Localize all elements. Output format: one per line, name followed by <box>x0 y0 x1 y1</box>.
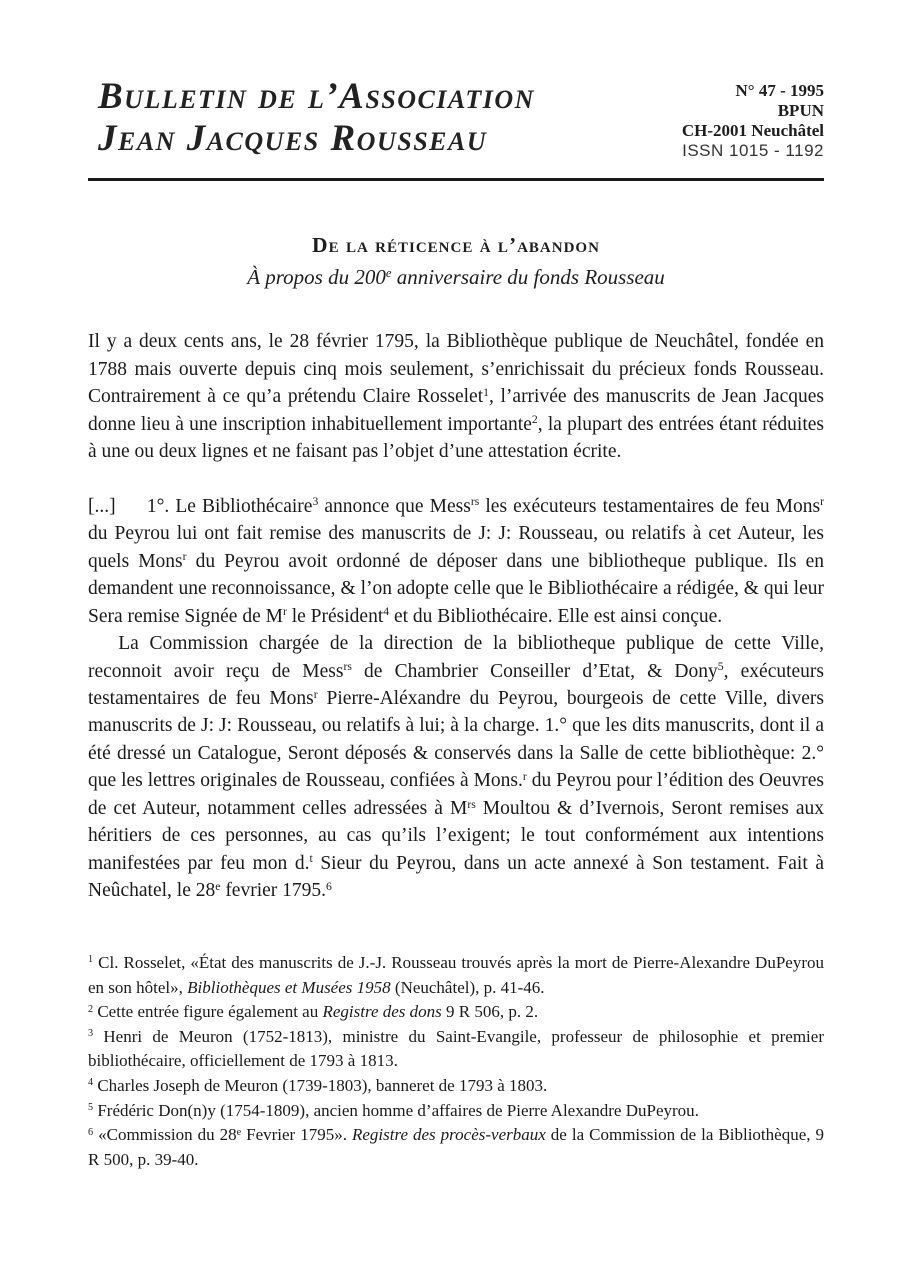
masthead <box>88 76 824 161</box>
footnote-2: $^2$ Cette entrée figure également au Registre des dons 9 R 506, p. 2. <box>88 1002 539 1022</box>
journal-title-line1: Bulletin de l’Association <box>98 76 535 117</box>
footnotes <box>88 951 824 1173</box>
issue-info-block <box>682 76 824 161</box>
publisher-address: CH-2001 Neuchâtel <box>681 121 824 141</box>
journal-title-line2: Jean Jacques Rousseau <box>98 118 488 160</box>
masthead-divider-rule <box>88 178 824 181</box>
publisher-abbreviation: BPUN <box>777 101 824 121</box>
paragraph-quote-1: [...] 1°. Le Bibliothécaire$^3$ annonce que Mess$^{rs}$ les exécuteurs testamentaires de feu Mons$^r$ du Peyrou lui ont fait remise des manuscrits de J: J: Rousseau, ou relatifs à cet Auteur, les quels Mons$^r$ du Peyrou avoit ordonné de déposer dans une bibliotheque publique. Ils en demandent une reconnoissance, & l’on adopte celle que le Bibliothécaire a rédigée, & qui leur Sera remise Signée de $M^r$ le Président$^4$ et du Bibliothécaire. Elle est ainsi conçue. <box>88 495 824 627</box>
footnote-6: $^6$ «Commission du 28e Fevrier 1795». Registre des procès-verbaux de la Commission de la Bibliothèque, 9 R 500, p. 39-40. <box>88 1125 825 1169</box>
footnote-4: $^4$ Charles Joseph de Meuron (1739-1803), banneret de 1793 à 1803. <box>88 1076 548 1096</box>
footnote-3: $^3$ Henri de Meuron (1752-1813), ministre du Saint-Evangile, professeur de philosophie et premier bibliothécaire, officiellement de 1793 à 1813. <box>88 1026 824 1071</box>
footnote-1: $^1$ Cl. Rosselet, «État des manuscrits de J.-J. Rousseau trouvés après la mort de Pierre-Alexandre DuPeyrou en son hôtel», Bibliothèques et Musées 1958 (Neuchâtel), p. 41-46. <box>88 952 824 997</box>
footnote-5: $^5$ Frédéric Don(n)y (1754-1809), ancien homme d’affaires de Pierre Alexandre DuPeyrou. <box>88 1100 699 1120</box>
issue-number: N° 47 - 1995 <box>735 81 824 100</box>
article-body <box>88 328 824 905</box>
issn-number: ISSN 1015 - 1192 <box>682 141 824 161</box>
article-subtitle: À propos du 200e anniversaire du fonds Rousseau <box>247 265 665 290</box>
journal-title <box>98 76 535 160</box>
article-header <box>88 233 824 290</box>
paragraph-quote-2: La Commission chargée de la direction de la bibliotheque publique de cette Ville, reconnoit avoir reçu de Mess$^{rs}$ de Chambrier Conseiller d’Etat, & Dony$^5$, exécuteurs testamentaires de feu Mons$^r$ Pierre-Aléxandre du Peyrou, bourgeois de cette Ville, divers manuscrits de J: J: Rousseau, ou relatifs à lui; à la charge. 1.° que les dits manuscrits, dont il a été dressé un Catalogue, Seront déposés & conservés dans la Salle de cette bibliothèque: 2.° que les lettres originales de Rousseau, confiées à Mons.$^r$ du Peyrou pour l’édition des Oeuvres de cet Auteur, notamment celles adressées à $M^{rs}$ Moultou & d’Ivernois, Seront remises aux héritiers de ces personnes, au cas qu’ils l’exigent; le tout conformément aux intentions manifestées par feu mon d.$^t$ Sieur du Peyrou, dans un acte annexé à Son testament. Fait à Neûchatel, le 28e fevrier 1795.$^6$ <box>88 633 825 902</box>
paragraph-intro: Il y a deux cents ans, le 28 février 1795, la Bibliothèque publique de Neuchâtel, fondée en 1788 mais ouverte depuis cinq mois seulement, s’enrichissait du précieux fonds Rousseau. Contrairement à ce qu’a prétendu Claire Rosselet$^1$, l’arrivée des manuscrits de Jean Jacques donne lieu à une inscription inhabituellement importante$^2$, la plupart des entrées étant réduites à une ou deux lignes et ne faisant pas l’objet d’une attestation écrite. <box>88 331 824 463</box>
article-title: De la réticence à l’abandon <box>312 233 600 258</box>
